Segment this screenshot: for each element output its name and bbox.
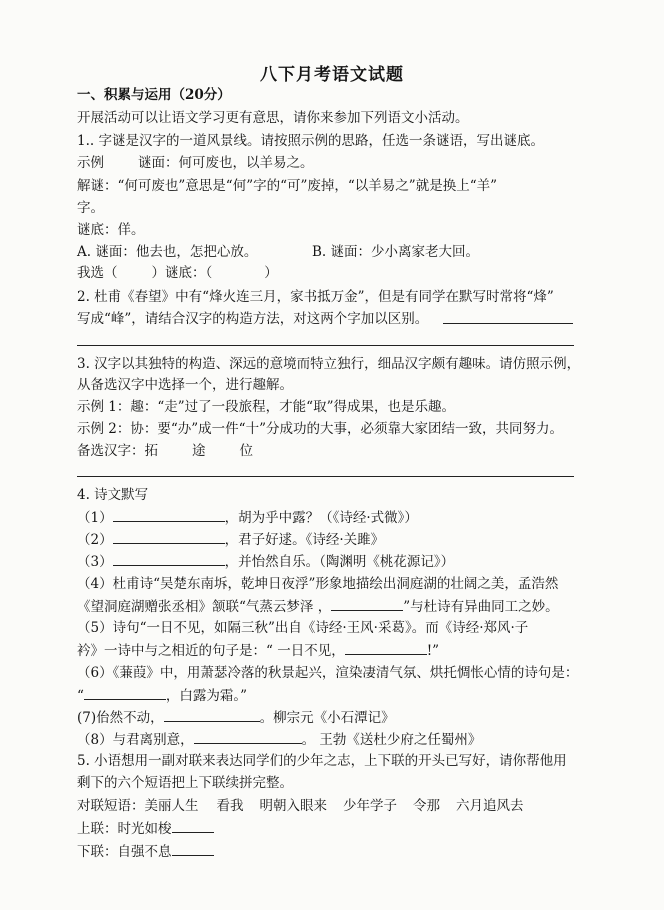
- q4-item-blank[interactable]: [113, 530, 225, 544]
- q5-lower-blank[interactable]: [172, 842, 214, 856]
- q4-item-number: （3）: [77, 554, 113, 570]
- q5-phrases-label: 对联短语：: [77, 798, 145, 814]
- q4-item7: [77, 708, 395, 727]
- q2-answer-line-2[interactable]: [77, 345, 574, 346]
- q4-item7-text-a: (7)佁然不动，: [77, 710, 164, 726]
- q1-example: [77, 154, 314, 172]
- section-intro: 开展活动可以让语文学习更有意思，请你来参加下列语文小活动。: [77, 110, 469, 126]
- q4-item5-text-a: 衿》一诗中与之相近的句子是：“ 一日不见，: [77, 643, 345, 659]
- q4-item6-line2: [77, 686, 247, 705]
- q4-item8-blank[interactable]: [194, 730, 302, 744]
- q4-item7-text-b: 。柳宗元《小石潭记》: [259, 710, 395, 726]
- q4-item5-text-b: !”: [426, 643, 440, 659]
- q5-phrases: [77, 797, 524, 815]
- q4-item-blank[interactable]: [113, 552, 225, 566]
- page-title: 八下月考语文试题: [260, 65, 404, 85]
- q4-item4-blank[interactable]: [331, 597, 403, 611]
- q3-candidates-label: 备选汉字：: [77, 443, 145, 459]
- q5-upper-blank[interactable]: [172, 819, 214, 833]
- q4-item8-text-b: 。 王勃《送杜少府之任蜀州》: [301, 732, 482, 748]
- q4-item8-text-a: （8）与君离别意，: [77, 732, 194, 748]
- q5-line1: 5. 小语想用一副对联来表达同学们的少年之志，上下联的开头已写好，请你帮他用: [77, 753, 567, 769]
- q3-example1: 示例 1：趣：“走”过了一段旅程，才能“取”得成果，也是乐趣。: [77, 399, 455, 415]
- q5-phrase: 少年学子: [343, 798, 397, 814]
- q5-upper-text: 上联：时光如梭: [77, 821, 172, 837]
- q4-item: [77, 508, 418, 527]
- q4-item-text: ，并怡然自乐。（陶渊明《桃花源记》）: [224, 554, 455, 570]
- q2-line2: 写成“峰”，请结合汉字的构造方法，对这两个字加以区别。: [77, 311, 429, 327]
- q4-item5-line1: （5）诗句“一日不见，如隔三秋”出自《诗经·王风·采葛》。而《诗经·郑风·子: [77, 620, 529, 636]
- q1-answer: 谜底：佯。: [77, 222, 145, 238]
- q5-lower: [77, 842, 214, 861]
- q1-choice-middle: ）谜底：（: [151, 265, 213, 281]
- q4-item5-blank[interactable]: [345, 641, 427, 655]
- q4-item7-blank[interactable]: [164, 708, 260, 722]
- q3-candidate: 途: [192, 443, 206, 459]
- q4-item-blank[interactable]: [113, 508, 225, 522]
- q4-item-text: ，胡为乎中露？（《诗经·式微》）: [224, 510, 418, 526]
- q1-choice-line: [77, 264, 278, 282]
- q1-example-label: 示例: [77, 155, 104, 171]
- q1-explain-line1: 解谜：“何可废也”意思是“何”字的“可”废掉，“以羊易之”就是换上“羊”: [77, 178, 498, 194]
- q4-item6-text-b: ，白露为霜。”: [165, 688, 248, 704]
- q3-line2: 从备选汉字中选择一个，进行趣解。: [77, 377, 293, 393]
- q5-phrase: 令那: [413, 798, 440, 814]
- q1-choice-suffix: ）: [264, 265, 278, 281]
- q4-item4-line1: （4）杜甫诗“吴楚东南坼，乾坤日夜浮”形象地描绘出洞庭湖的壮阔之美，孟浩然: [77, 576, 559, 592]
- q4-item: [77, 530, 384, 549]
- q4-item4-text-b: ”与杜诗有异曲同工之妙。: [403, 599, 559, 615]
- q2-line1: 2. 杜甫《春望》中有“烽火连三月，家书抵万金”，但是有同学在默写时常将“烽”: [77, 289, 554, 305]
- q2-answer-line[interactable]: [443, 323, 573, 324]
- q4-item4-line2: [77, 597, 559, 616]
- q4-item: [77, 552, 454, 571]
- q5-line2: 剩下的六个短语把上下联续拼完整。: [77, 775, 293, 791]
- q4-item5-line2: [77, 641, 439, 660]
- q5-phrase: 六月追风去: [456, 798, 524, 814]
- q5-phrase: 美丽人生: [144, 798, 199, 814]
- q1-example-text: 谜面：何可废也，以羊易之。: [138, 155, 314, 171]
- q4-item-text: ，君子好逑。《诗经·关雎》: [224, 532, 385, 548]
- q1-option-b: B. 谜面：少小离家老大回。: [312, 244, 480, 260]
- q4-item-number: （1）: [77, 510, 113, 526]
- q4-item8: [77, 730, 481, 749]
- q1-stem: 1.. 字谜是汉字的一道风景线。请按照示例的思路，任选一条谜语，写出谜底。: [77, 133, 544, 149]
- q3-candidates: [77, 442, 253, 460]
- q3-candidate: 位: [239, 443, 253, 459]
- q3-line1: 3. 汉字以其独特的构造、深远的意境而特立独行，细品汉字颇有趣味。请仿照示例，: [77, 356, 581, 372]
- q5-lower-text: 下联：自强不息: [77, 844, 172, 860]
- q3-example2: 示例 2：协：要“办”成一件“十”分成功的大事，必须靠大家团结一致，共同努力。: [77, 421, 563, 437]
- q4-item4-text-a: 《望洞庭湖赠张丞相》颔联“气蒸云梦泽 ，: [77, 599, 332, 615]
- q1-explain-line2: 字。: [77, 200, 104, 216]
- q3-candidate: 拓: [144, 443, 158, 459]
- q4-item6-blank[interactable]: [84, 686, 166, 700]
- q1-choice-prefix: 我选（: [77, 265, 118, 281]
- q5-phrase: 明朝入眼来: [259, 798, 327, 814]
- q4-item6-line1: （6）《蒹葭》中，用萧瑟冷落的秋景起兴，渲染凄清气氛、烘托惆怅心情的诗句是：: [77, 665, 579, 681]
- q4-heading: 4. 诗文默写: [77, 487, 149, 503]
- q5-upper: [77, 819, 214, 838]
- q4-item-number: （2）: [77, 532, 113, 548]
- q1-option-a: A. 谜面：他去也，怎把心放。: [77, 244, 258, 260]
- q5-phrase: 看我: [216, 798, 244, 814]
- q3-answer-line[interactable]: [77, 476, 574, 477]
- section-heading: 一、积累与运用（20分）: [77, 87, 231, 103]
- q4-item6-text-a: “: [77, 688, 84, 704]
